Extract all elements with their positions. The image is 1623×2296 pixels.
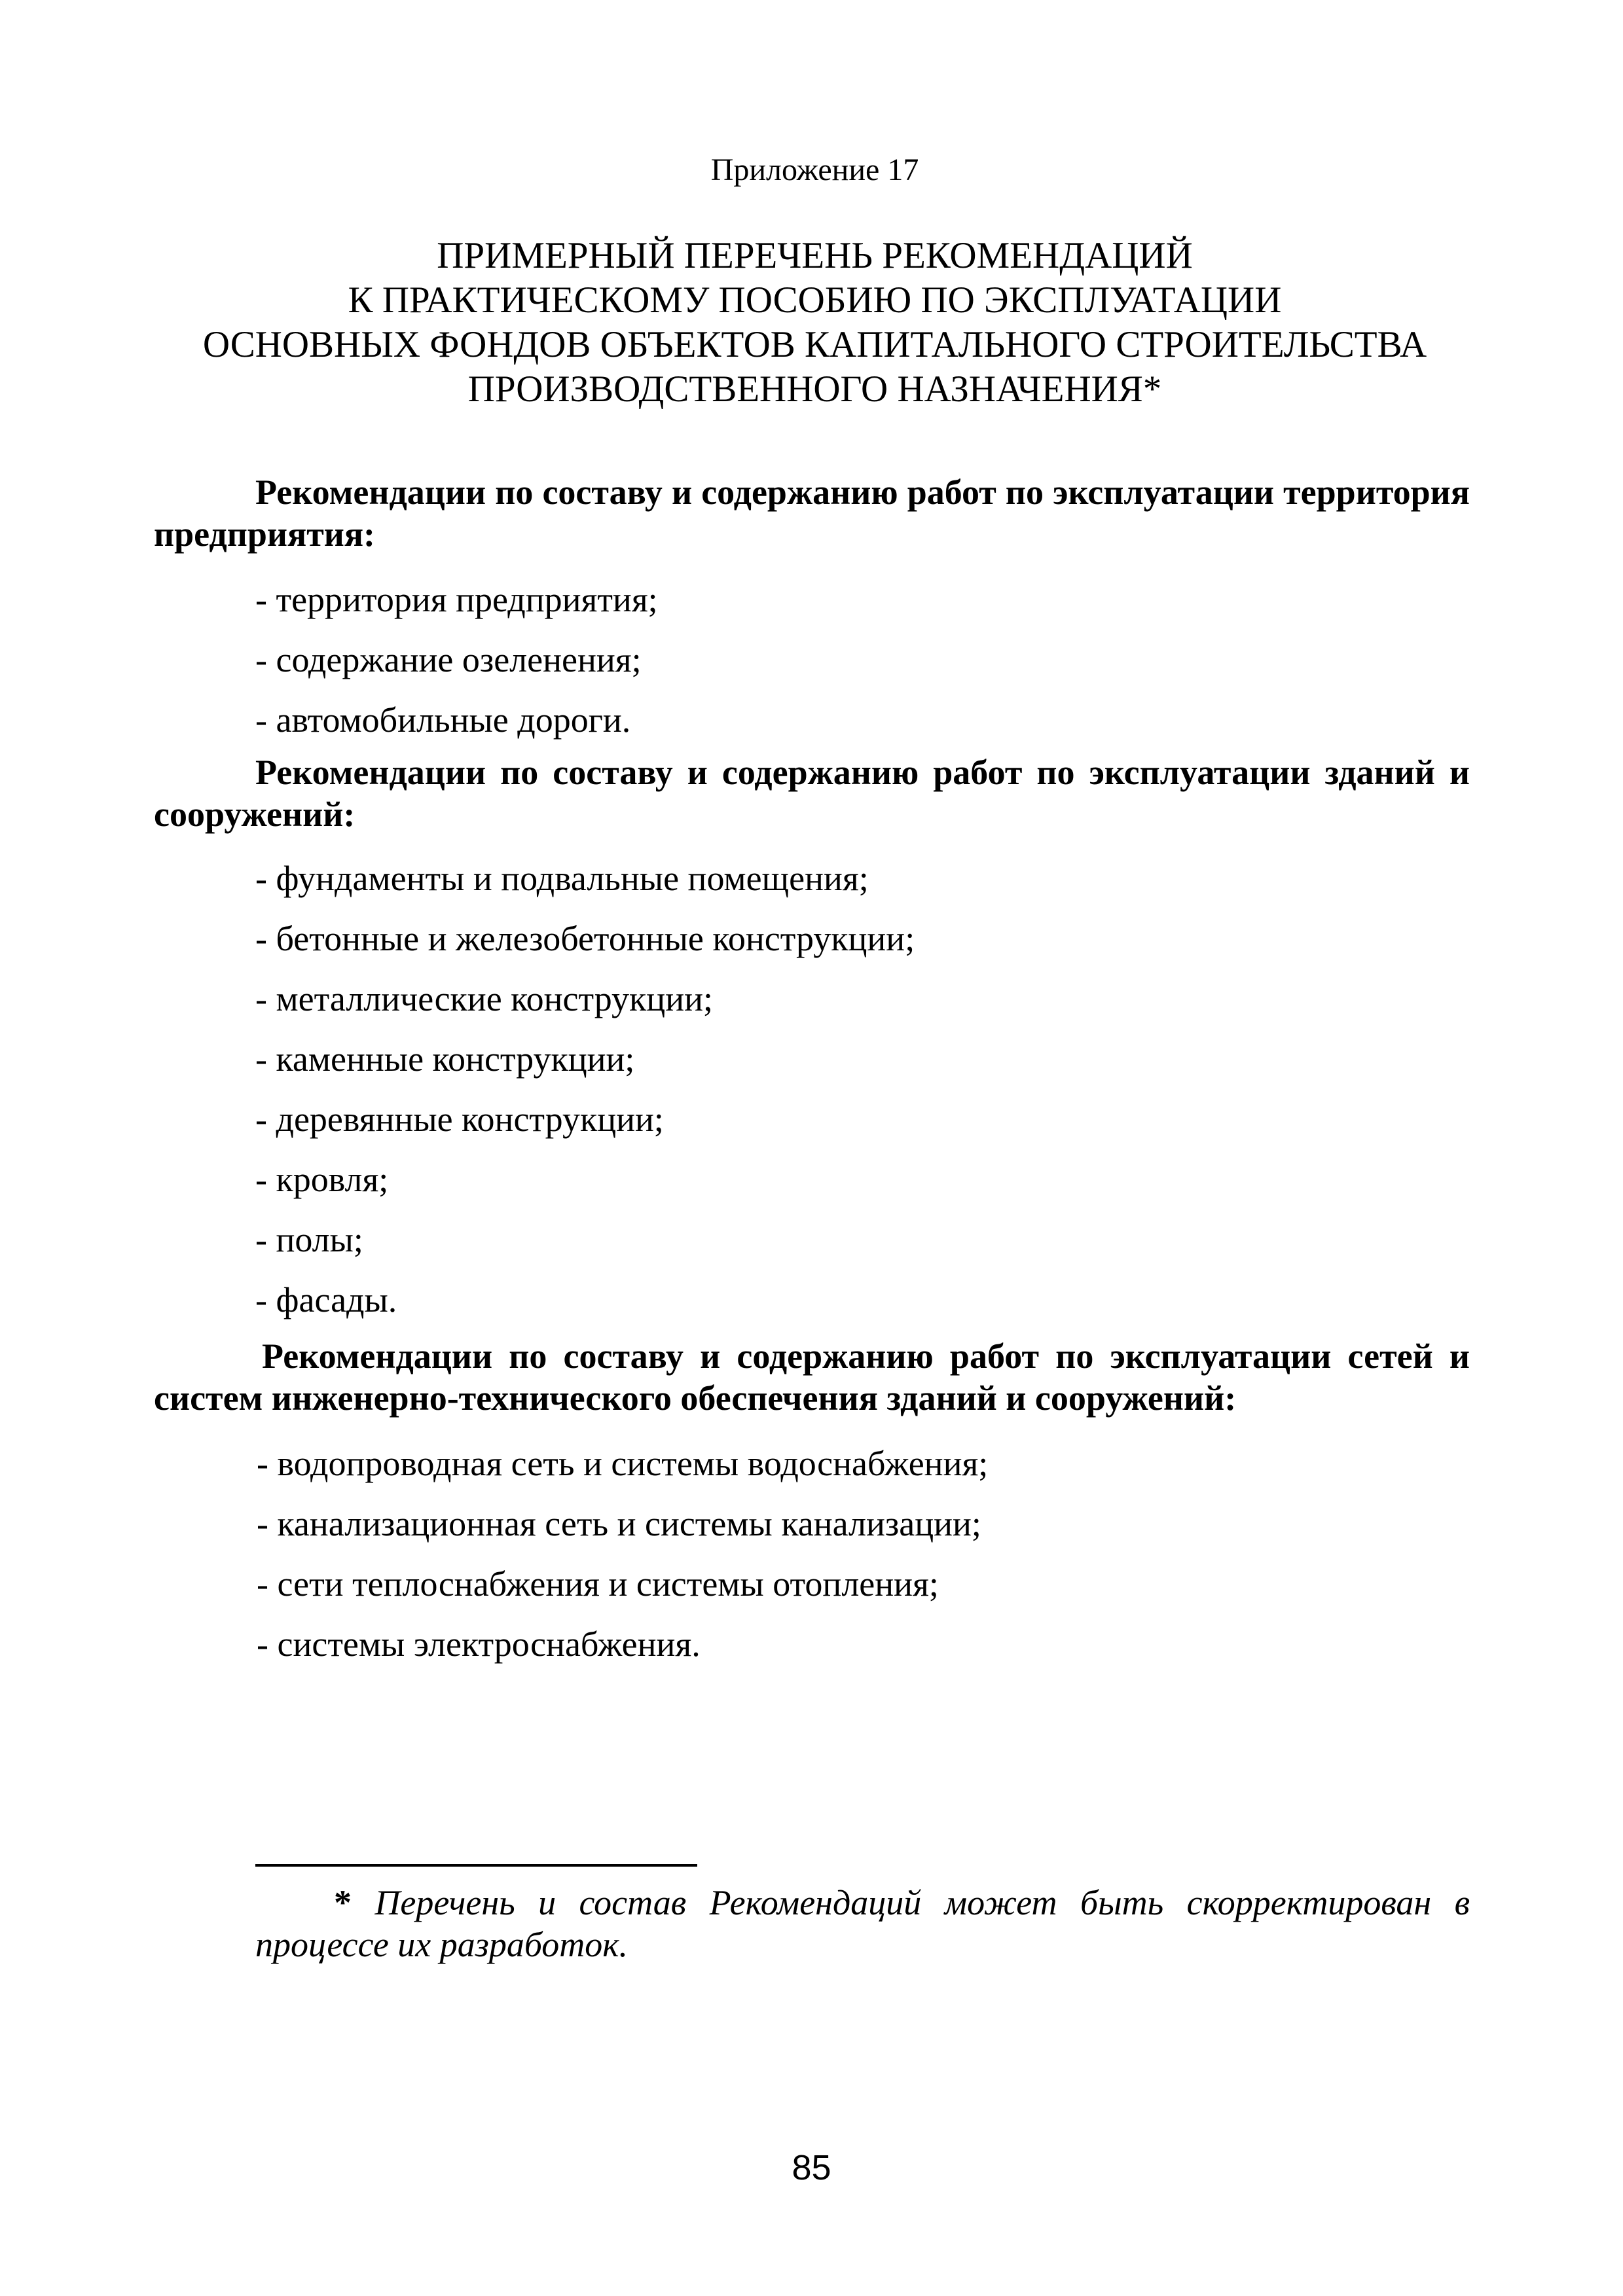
section-list-territory bbox=[255, 569, 1467, 750]
title-line: ПРОИЗВОДСТВЕННОГО НАЗНАЧЕНИЯ* bbox=[467, 368, 1162, 410]
footnote bbox=[255, 1882, 1470, 1965]
list-item: - каменные конструкции; bbox=[255, 1039, 635, 1079]
list-item: - системы электроснабжения. bbox=[257, 1624, 701, 1664]
document-title bbox=[0, 234, 1623, 412]
list-item: - металлические конструкции; bbox=[255, 979, 713, 1018]
title-line: К ПРАКТИЧЕСКОМУ ПОСОБИЮ ПО ЭКСПЛУАТАЦИИ bbox=[348, 279, 1282, 321]
section-heading-buildings: Рекомендации по составу и содержанию работ по эксплуатации зданий и сооружений: bbox=[154, 753, 1470, 834]
list-item: - содержание озеленения; bbox=[255, 640, 642, 679]
list-item: - водопроводная сеть и системы водоснабжения; bbox=[257, 1444, 989, 1483]
section-list-networks bbox=[257, 1433, 1468, 1674]
appendix-label: Приложение 17 bbox=[710, 152, 919, 187]
title-line: ПРИМЕРНЫЙ ПЕРЕЧЕНЬ РЕКОМЕНДАЦИЙ bbox=[437, 235, 1193, 276]
list-item: - сети теплоснабжения и системы отопления; bbox=[257, 1564, 939, 1604]
page-number: 85 bbox=[792, 2148, 831, 2187]
footnote-marker: * bbox=[334, 1883, 352, 1922]
section-heading-networks: Рекомендации по составу и содержанию работ по эксплуатации сетей и систем инженерно-технического обеспечения зданий и сооружений: bbox=[154, 1336, 1470, 1418]
list-item: - полы; bbox=[255, 1220, 363, 1259]
list-item: - территория предприятия; bbox=[255, 580, 658, 619]
list-item: - деревянные конструкции; bbox=[255, 1100, 664, 1139]
list-item: - канализационная сеть и системы канализации; bbox=[257, 1504, 981, 1543]
title-line: ОСНОВНЫХ ФОНДОВ ОБЪЕКТОВ КАПИТАЛЬНОГО СТРОИТЕЛЬСТВА bbox=[202, 324, 1427, 365]
list-item: - фасады. bbox=[255, 1280, 397, 1319]
footnote-text: Перечень и состав Рекомендаций может быть скорректирован в процессе их разработок. bbox=[255, 1883, 1470, 1964]
list-item: - кровля; bbox=[255, 1160, 389, 1199]
list-item: - бетонные и железобетонные конструкции; bbox=[255, 919, 915, 958]
section-list-buildings bbox=[255, 848, 1467, 1330]
list-item: - фундаменты и подвальные помещения; bbox=[255, 859, 869, 898]
list-item: - автомобильные дороги. bbox=[255, 700, 631, 740]
footnote-separator bbox=[255, 1864, 697, 1867]
section-heading-territory: Рекомендации по составу и содержанию работ по эксплуатации территория предприятия: bbox=[154, 473, 1470, 554]
